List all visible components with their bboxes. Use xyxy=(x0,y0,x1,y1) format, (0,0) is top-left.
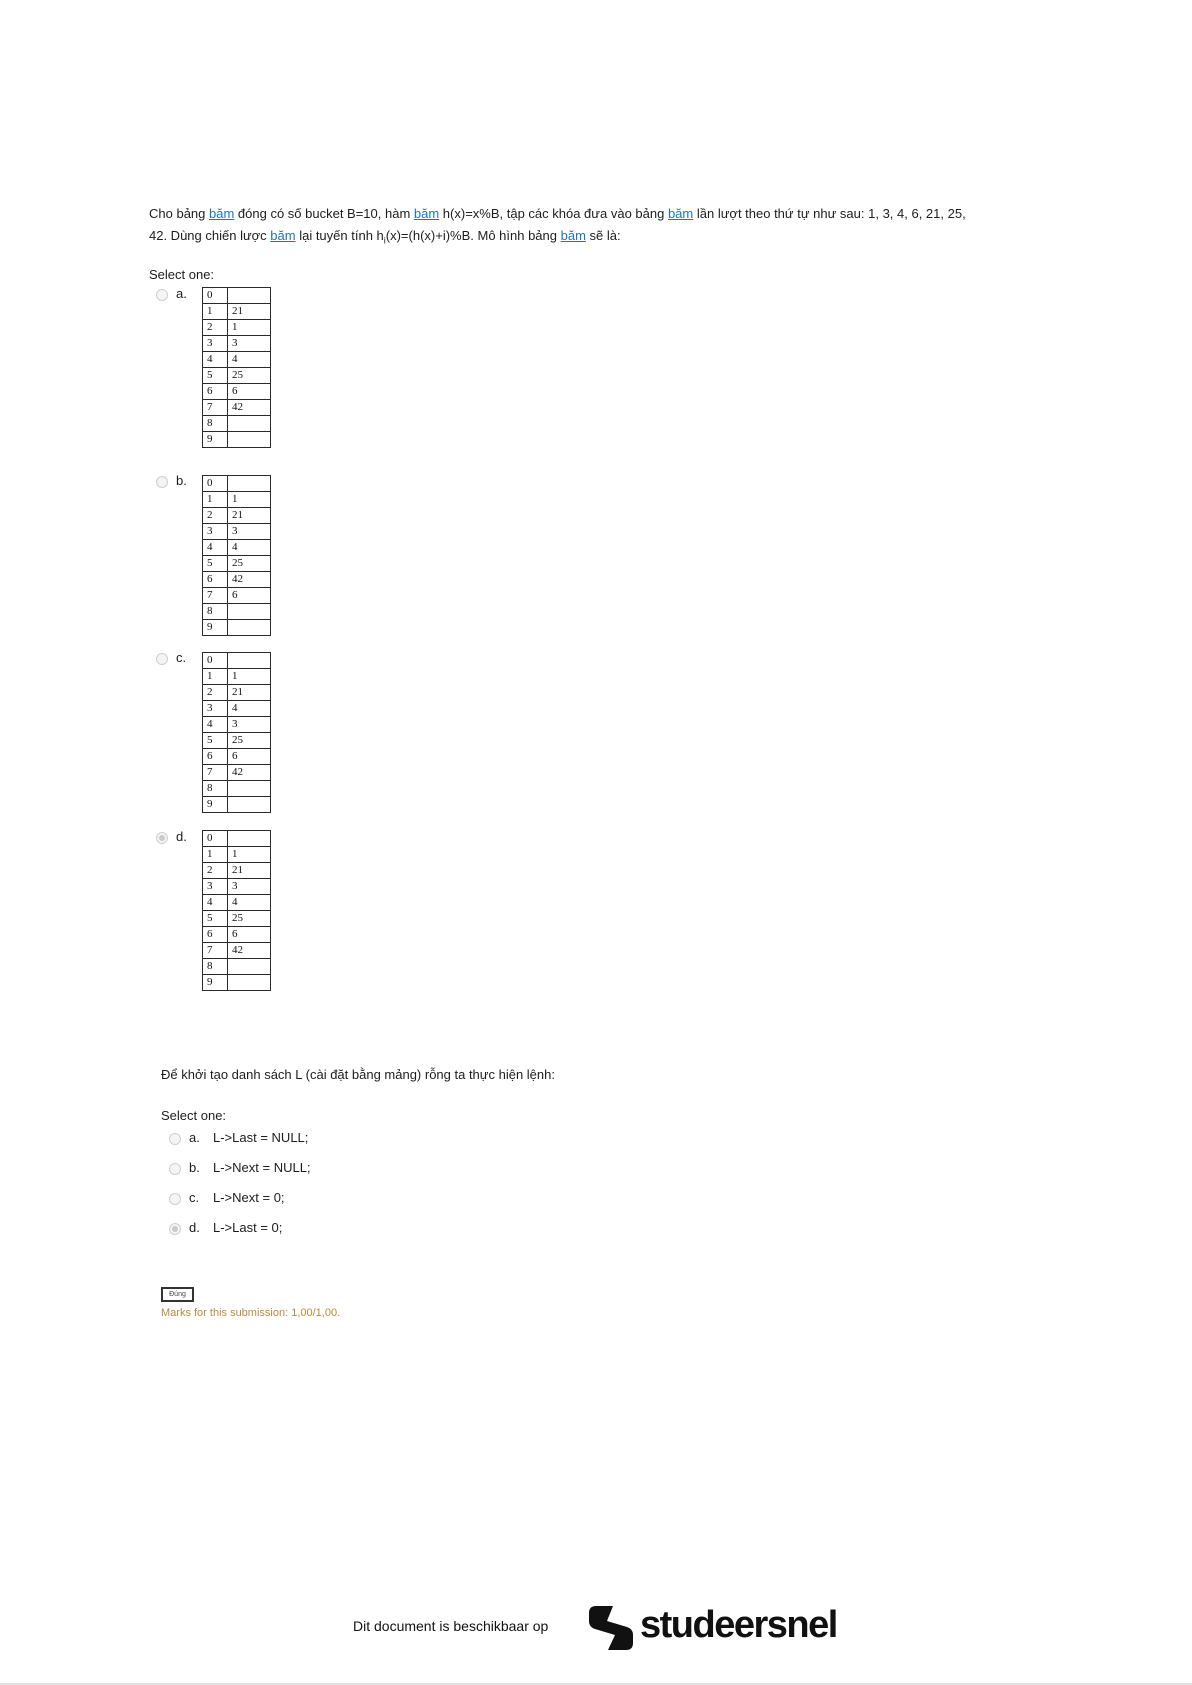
option-letter: d. xyxy=(176,829,187,844)
option-letter: b. xyxy=(176,473,187,488)
bucket-index: 8 xyxy=(203,604,228,620)
bucket-index: 2 xyxy=(203,863,228,879)
bucket-value: 25 xyxy=(228,368,271,384)
bucket-value: 42 xyxy=(228,572,271,588)
hash-table xyxy=(202,475,271,636)
table-row xyxy=(203,879,271,895)
hash-table xyxy=(202,652,271,813)
table-row xyxy=(203,959,271,975)
bucket-value xyxy=(228,476,271,492)
option-text: L->Last = 0; xyxy=(213,1220,283,1235)
select-one-label: Select one: xyxy=(149,266,215,282)
bucket-index: 2 xyxy=(203,508,228,524)
question-1 xyxy=(149,203,989,282)
bucket-value xyxy=(228,653,271,669)
option-letter: a. xyxy=(176,286,187,301)
table-row xyxy=(203,304,271,320)
table-row xyxy=(203,733,271,749)
bucket-index: 7 xyxy=(203,400,228,416)
question-1-text: Cho bảng băm đóng có số bucket B=10, hàm băm h(x)=x%B, tập các khóa đưa vào bảng băm lần lượt theo thứ tự như sau: 1, 3, 4, 6, 21, 25, 42. Dùng chiến lược băm lại tuyến tính $h_i(x)=(h(x)+i)\%B$. Mô hình bảng băm sẽ là: xyxy=(149,206,966,246)
table-row xyxy=(203,620,271,636)
table-row xyxy=(203,781,271,797)
table-row xyxy=(203,943,271,959)
table-row xyxy=(203,556,271,572)
bucket-value xyxy=(228,959,271,975)
bucket-index: 6 xyxy=(203,572,228,588)
table-row xyxy=(203,717,271,733)
footer-text: Dit document is beschikbaar op xyxy=(353,1618,549,1634)
studeersnel-wordmark[interactable]: studeersnel xyxy=(640,1604,837,1646)
table-row xyxy=(203,492,271,508)
table-row xyxy=(203,847,271,863)
bucket-value: 6 xyxy=(228,749,271,765)
bucket-index: 3 xyxy=(203,701,228,717)
table-row xyxy=(203,749,271,765)
glossary-link[interactable]: băm xyxy=(209,206,235,221)
table-row xyxy=(203,604,271,620)
option-b[interactable] xyxy=(169,1160,469,1180)
table-row xyxy=(203,701,271,717)
radio-button-selected[interactable] xyxy=(169,1223,181,1235)
bucket-index: 4 xyxy=(203,895,228,911)
bucket-value: 4 xyxy=(228,895,271,911)
bucket-index: 4 xyxy=(203,352,228,368)
table-row xyxy=(203,416,271,432)
bucket-value xyxy=(228,288,271,304)
bucket-index: 0 xyxy=(203,831,228,847)
option-a[interactable] xyxy=(169,1130,469,1150)
table-row xyxy=(203,927,271,943)
option-text: L->Next = 0; xyxy=(213,1190,285,1205)
table-row xyxy=(203,336,271,352)
option-text: L->Next = NULL; xyxy=(213,1160,311,1175)
bucket-value: 42 xyxy=(228,943,271,959)
table-row xyxy=(203,588,271,604)
radio-button[interactable] xyxy=(169,1163,181,1175)
bucket-index: 2 xyxy=(203,685,228,701)
bucket-value: 21 xyxy=(228,304,271,320)
bucket-index: 4 xyxy=(203,717,228,733)
bucket-value xyxy=(228,781,271,797)
select-one-label: Select one: xyxy=(161,1108,227,1123)
glossary-link[interactable]: băm xyxy=(270,228,296,243)
bucket-index: 5 xyxy=(203,556,228,572)
table-row xyxy=(203,765,271,781)
bucket-value xyxy=(228,620,271,636)
option-text: L->Last = NULL; xyxy=(213,1130,309,1145)
radio-button[interactable] xyxy=(169,1193,181,1205)
table-row xyxy=(203,797,271,813)
table-row xyxy=(203,288,271,304)
table-row xyxy=(203,685,271,701)
bucket-index: 1 xyxy=(203,847,228,863)
bucket-index: 4 xyxy=(203,540,228,556)
bucket-value: 21 xyxy=(228,685,271,701)
table-row xyxy=(203,432,271,448)
bucket-value: 3 xyxy=(228,879,271,895)
glossary-link[interactable]: băm xyxy=(667,206,694,221)
table-row xyxy=(203,476,271,492)
radio-button[interactable] xyxy=(169,1133,181,1145)
bucket-index: 3 xyxy=(203,879,228,895)
bucket-index: 7 xyxy=(203,765,228,781)
bucket-value: 6 xyxy=(228,588,271,604)
bucket-index: 2 xyxy=(203,320,228,336)
option-letter: c. xyxy=(189,1190,200,1205)
bucket-index: 5 xyxy=(203,911,228,927)
table-row xyxy=(203,384,271,400)
bucket-value: 6 xyxy=(228,384,271,400)
bucket-index: 0 xyxy=(203,653,228,669)
bucket-value xyxy=(228,604,271,620)
bucket-index: 9 xyxy=(203,432,228,448)
bucket-value: 1 xyxy=(228,847,271,863)
bucket-value: 4 xyxy=(228,352,271,368)
bucket-index: 0 xyxy=(203,288,228,304)
table-row xyxy=(203,911,271,927)
table-row xyxy=(203,320,271,336)
table-row xyxy=(203,653,271,669)
table-row xyxy=(203,831,271,847)
bucket-index: 1 xyxy=(203,669,228,685)
option-letter: c. xyxy=(176,650,187,665)
table-row xyxy=(203,524,271,540)
hash-table xyxy=(202,830,271,991)
bucket-value: 21 xyxy=(228,508,271,524)
bucket-index: 8 xyxy=(203,416,228,432)
table-row xyxy=(203,863,271,879)
bucket-value: 3 xyxy=(228,717,271,733)
radio-button[interactable] xyxy=(156,476,168,488)
bucket-value: 4 xyxy=(228,540,271,556)
bucket-index: 7 xyxy=(203,943,228,959)
bucket-value: 6 xyxy=(228,927,271,943)
bucket-value: 1 xyxy=(228,669,271,685)
bucket-value: 1 xyxy=(228,320,271,336)
table-row xyxy=(203,540,271,556)
bucket-value: 21 xyxy=(228,863,271,879)
table-row xyxy=(203,572,271,588)
bucket-value: 4 xyxy=(228,701,271,717)
bucket-index: 6 xyxy=(203,384,228,400)
bucket-value xyxy=(228,432,271,448)
bucket-index: 5 xyxy=(203,368,228,384)
marks-text: Marks for this submission: 1,00/1,00. xyxy=(161,1307,341,1319)
radio-button[interactable] xyxy=(156,653,168,665)
option-letter: a. xyxy=(189,1130,200,1145)
bucket-value: 25 xyxy=(228,733,271,749)
bucket-value xyxy=(228,975,271,991)
bucket-index: 0 xyxy=(203,476,228,492)
bucket-value xyxy=(228,831,271,847)
option-letter: d. xyxy=(189,1220,200,1235)
question-2-text: Để khởi tạo danh sách L (cài đặt bằng mảng) rỗng ta thực hiện lệnh: xyxy=(161,1067,555,1082)
bucket-index: 7 xyxy=(203,588,228,604)
bucket-value: 25 xyxy=(228,556,271,572)
bucket-index: 3 xyxy=(203,336,228,352)
bucket-index: 5 xyxy=(203,733,228,749)
studeersnel-logo-icon xyxy=(586,1604,636,1652)
bucket-index: 3 xyxy=(203,524,228,540)
table-row xyxy=(203,368,271,384)
table-row xyxy=(203,508,271,524)
bucket-value: 42 xyxy=(228,400,271,416)
option-letter: b. xyxy=(189,1160,200,1175)
bucket-value: 1 xyxy=(228,492,271,508)
bucket-index: 9 xyxy=(203,620,228,636)
bucket-value: 25 xyxy=(228,911,271,927)
bucket-index: 8 xyxy=(203,959,228,975)
glossary-link[interactable]: băm xyxy=(413,206,440,221)
table-row xyxy=(203,352,271,368)
table-row xyxy=(203,669,271,685)
radio-button[interactable] xyxy=(156,289,168,301)
bucket-index: 9 xyxy=(203,797,228,813)
option-d[interactable] xyxy=(169,1220,469,1240)
bucket-index: 6 xyxy=(203,927,228,943)
bucket-value xyxy=(228,797,271,813)
table-row xyxy=(203,975,271,991)
bucket-value: 42 xyxy=(228,765,271,781)
bucket-value xyxy=(228,416,271,432)
radio-button-selected[interactable] xyxy=(156,832,168,844)
bucket-value: 3 xyxy=(228,524,271,540)
table-row xyxy=(203,895,271,911)
bucket-index: 6 xyxy=(203,749,228,765)
bucket-index: 1 xyxy=(203,304,228,320)
bucket-index: 9 xyxy=(203,975,228,991)
glossary-link[interactable]: băm xyxy=(560,228,586,243)
question-2 xyxy=(161,1064,555,1235)
bucket-value: 3 xyxy=(228,336,271,352)
correct-badge: Đúng xyxy=(161,1287,194,1302)
bucket-index: 1 xyxy=(203,492,228,508)
bucket-index: 8 xyxy=(203,781,228,797)
table-row xyxy=(203,400,271,416)
hash-table xyxy=(202,287,271,448)
option-c[interactable] xyxy=(169,1190,469,1210)
